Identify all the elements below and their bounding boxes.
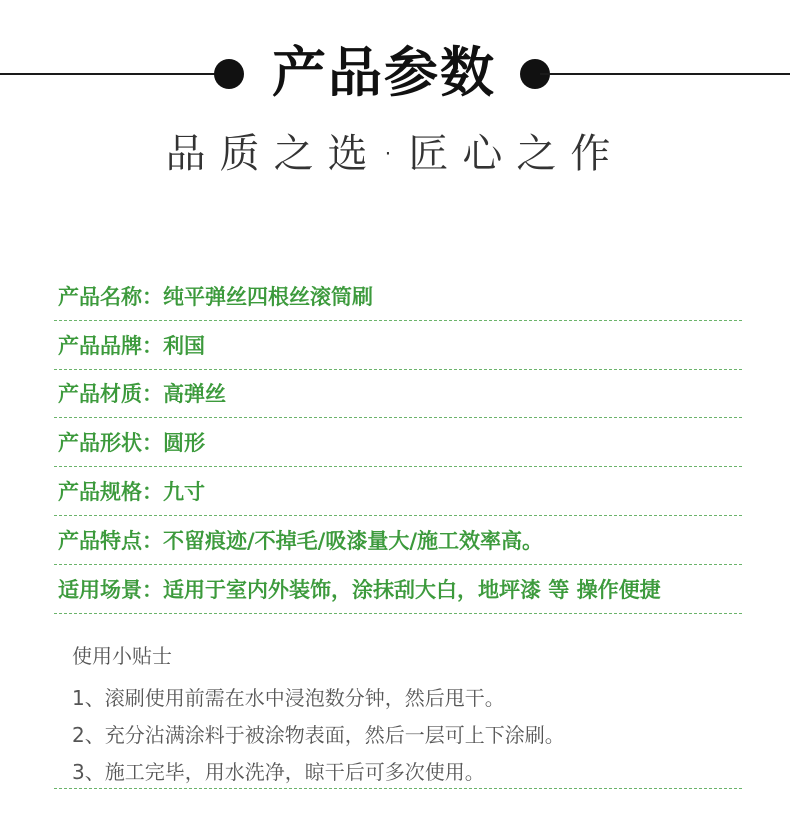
param-row-brand (54, 321, 742, 370)
bottom-divider (54, 788, 742, 789)
param-label: 产品特点： (58, 528, 163, 553)
param-row-name (54, 272, 742, 321)
param-value: 利国 (163, 333, 205, 358)
tip-item: 2、充分沾满涂料于被涂物表面，然后一层可上下涂刷。 (72, 723, 565, 747)
page-title: 产品参数 (272, 41, 496, 104)
param-value: 圆形 (163, 431, 205, 456)
param-label: 适用场景： (58, 577, 163, 602)
param-row-shape (54, 418, 742, 467)
param-label: 产品形状： (58, 431, 163, 456)
param-row-usage (54, 565, 742, 614)
product-parameters (54, 272, 742, 614)
page-subtitle: 品质之选·匠心之作 (165, 131, 625, 177)
param-label: 产品材质： (58, 382, 163, 407)
param-label: 产品规格： (58, 480, 163, 505)
param-label: 产品品牌： (58, 333, 163, 358)
param-value: 不留痕迹/不掉毛/吸漆量大/施工效率高。 (163, 528, 544, 553)
param-value: 九寸 (163, 480, 205, 505)
param-row-material (54, 370, 742, 419)
header-divider-left (0, 73, 222, 75)
param-row-features (54, 516, 742, 565)
tip-item: 3、施工完毕，用水洗净，晾干后可多次使用。 (72, 760, 485, 784)
tips-list (72, 680, 752, 791)
param-row-size (54, 467, 742, 516)
param-value: 纯平弹丝四根丝滚筒刷 (163, 284, 373, 309)
param-label: 产品名称： (58, 284, 163, 309)
section-header (0, 38, 790, 108)
tip-item: 1、滚刷使用前需在水中浸泡数分钟，然后甩干。 (72, 686, 505, 710)
header-divider-right (540, 73, 790, 75)
header-dot-left-icon (214, 59, 244, 89)
param-value: 高弹丝 (163, 382, 226, 407)
tips-title: 使用小贴士 (72, 644, 172, 668)
param-value: 适用于室内外装饰，涂抹刮大白，地坪漆 等 操作便捷 (163, 577, 661, 602)
